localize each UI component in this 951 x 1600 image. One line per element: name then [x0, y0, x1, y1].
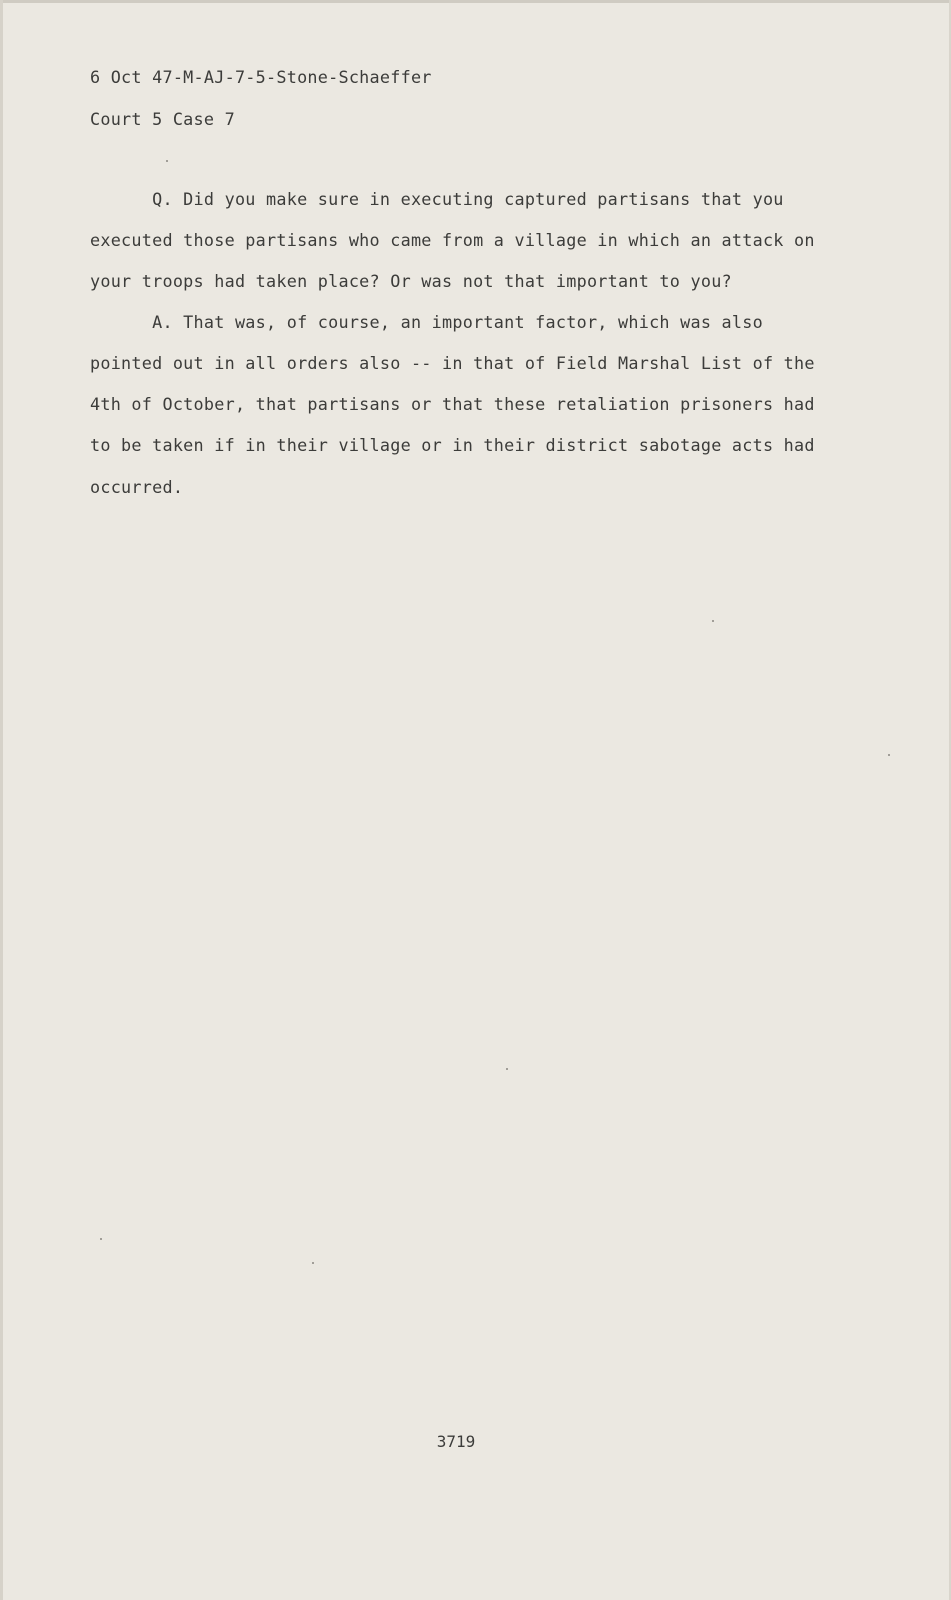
- paper-speck: [506, 1068, 508, 1070]
- paper-speck: [888, 754, 890, 756]
- transcript-line: pointed out in all orders also -- in that of Field Marshal List of the: [90, 353, 815, 373]
- paper-speck: [312, 1262, 314, 1264]
- transcript-line: your troops had taken place? Or was not that important to you?: [90, 271, 732, 291]
- paper-speck: [166, 160, 168, 162]
- header-court-case: Court 5 Case 7: [90, 109, 235, 129]
- page-edge-left: [0, 0, 3, 1600]
- page-edge-top: [0, 0, 951, 3]
- paper-speck: [712, 620, 714, 622]
- transcript-line: 4th of October, that partisans or that these retaliation prisoners had: [90, 394, 815, 414]
- transcript-line: Q. Did you make sure in executing captured partisans that you: [90, 189, 784, 209]
- page-number: 3719: [436, 1432, 476, 1451]
- transcript-line: to be taken if in their village or in their district sabotage acts had: [90, 435, 815, 455]
- transcript-line: executed those partisans who came from a village in which an attack on: [90, 230, 815, 250]
- header-reference: 6 Oct 47-M-AJ-7-5-Stone-Schaeffer: [90, 67, 432, 87]
- paper-speck: [100, 1238, 102, 1240]
- transcript-line: occurred.: [90, 477, 184, 497]
- transcript-line: A. That was, of course, an important factor, which was also: [90, 312, 763, 332]
